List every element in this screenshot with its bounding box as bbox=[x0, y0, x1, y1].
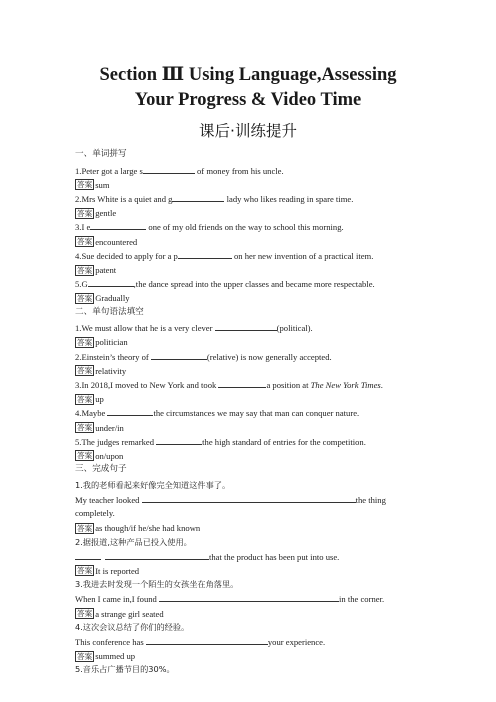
question-line bbox=[75, 378, 420, 390]
question-text: ,the dance spread into the upper classes and became more respectable. bbox=[133, 279, 375, 290]
answer-blank bbox=[146, 635, 268, 645]
answer-blank bbox=[172, 192, 224, 202]
answer-blank bbox=[105, 550, 209, 560]
answer-line bbox=[75, 607, 420, 619]
answer-tag: 答案 bbox=[77, 523, 93, 533]
answer-text: summed up bbox=[95, 651, 136, 662]
answer-blank bbox=[90, 220, 146, 230]
chinese-prompt: 4.这次会议总结了你们的经验。 bbox=[75, 621, 190, 632]
newspaper-title: The New York Times bbox=[310, 380, 381, 390]
page-title-line2: Your Progress & Video Time bbox=[134, 90, 362, 110]
answer-blank bbox=[151, 350, 207, 360]
answer-tag: 答案 bbox=[77, 366, 93, 376]
section-heading-spelling: 一、单词拼写 bbox=[75, 149, 127, 159]
section-heading-grammar: 二、单句语法填空 bbox=[75, 306, 144, 317]
answer-text: a strange girl seated bbox=[95, 608, 164, 619]
answer-blank bbox=[143, 164, 195, 174]
answer-text: under/in bbox=[95, 422, 124, 433]
question-line bbox=[75, 164, 420, 176]
answer-tag: 答案 bbox=[77, 237, 93, 247]
question-line bbox=[75, 277, 420, 289]
answer-blank bbox=[88, 277, 134, 287]
answer-line bbox=[75, 449, 420, 461]
answer-line bbox=[75, 421, 420, 433]
answer-blank bbox=[178, 249, 232, 259]
page-subtitle: 课后·训练提升 bbox=[199, 122, 297, 140]
question-text: 1.We must allow that he is a very clever bbox=[75, 323, 215, 334]
question-text: 2.Mrs White is a quiet and g bbox=[75, 194, 173, 205]
answer-tag: 答案 bbox=[77, 451, 93, 461]
answer-blank bbox=[215, 321, 277, 331]
question-line bbox=[75, 220, 420, 232]
answer-line bbox=[75, 649, 420, 661]
question-text: 5.The judges remarked bbox=[75, 436, 157, 447]
question-line bbox=[75, 592, 420, 604]
question-text: My teacher looked bbox=[75, 495, 142, 505]
question-text: that the product has been put into use. bbox=[209, 551, 340, 562]
question-line bbox=[75, 192, 420, 204]
chinese-prompt: 2.据报道,这种产品已投入使用。 bbox=[75, 536, 192, 547]
answer-tag: 答案 bbox=[77, 208, 93, 218]
page-title-line1: Section Ⅲ Using Language,Assessing bbox=[99, 65, 397, 85]
answer-line bbox=[75, 335, 420, 347]
question-text: (political). bbox=[276, 323, 313, 334]
question-text: on her new invention of a practical item. bbox=[231, 250, 374, 261]
chinese-prompt: 5.音乐占广播节目的30%。 bbox=[75, 664, 175, 675]
question-text: 3.In 2018,I moved to New York and took bbox=[75, 380, 219, 390]
question-text: 1.Peter got a large s bbox=[75, 165, 143, 176]
answer-line bbox=[75, 291, 420, 303]
answer-text: Gradually bbox=[95, 293, 130, 304]
question-line bbox=[75, 406, 420, 418]
question-text: the circumstances we may say that man can conquer nature. bbox=[153, 408, 360, 419]
answer-line bbox=[75, 235, 420, 247]
answer-tag: 答案 bbox=[77, 423, 93, 433]
answer-tag: 答案 bbox=[77, 566, 93, 576]
answer-text: gentle bbox=[95, 208, 117, 219]
answer-line bbox=[75, 178, 420, 190]
answer-blank bbox=[156, 435, 202, 445]
answer-blank bbox=[142, 493, 356, 503]
question-text: (relative) is now generally accepted. bbox=[206, 351, 332, 362]
question-text: lady who likes reading in spare time. bbox=[224, 194, 354, 205]
question-line bbox=[75, 550, 420, 562]
answer-tag: 答案 bbox=[77, 265, 93, 275]
question-text: When I came in,I found bbox=[75, 594, 159, 605]
chinese-prompt: 1.我的老师看起来好像完全知道这件事了。 bbox=[75, 479, 231, 490]
answer-line bbox=[75, 364, 420, 376]
answer-tag: 答案 bbox=[77, 293, 93, 303]
question-line bbox=[75, 321, 420, 333]
question-line bbox=[75, 350, 420, 362]
answer-text: encountered bbox=[95, 236, 138, 247]
answer-tag: 答案 bbox=[77, 651, 93, 661]
question-line-cont: completely. bbox=[75, 508, 115, 519]
question-text: your experience. bbox=[267, 636, 326, 647]
question-text: the thing bbox=[355, 495, 386, 505]
answer-line bbox=[75, 206, 420, 218]
section-heading-sentences: 三、完成句子 bbox=[75, 464, 127, 475]
question-line bbox=[75, 635, 420, 647]
answer-text: as though/if he/she had known bbox=[95, 523, 201, 534]
chinese-prompt: 3.我进去时发现一个陌生的女孩坐在角落里。 bbox=[75, 579, 239, 590]
answer-tag: 答案 bbox=[77, 394, 93, 404]
question-text: This conference has bbox=[75, 636, 146, 647]
answer-tag: 答案 bbox=[77, 180, 93, 190]
question-text: a position at bbox=[266, 380, 311, 390]
question-text: 3.I e bbox=[75, 222, 91, 233]
question-text: the high standard of entries for the competition. bbox=[202, 436, 366, 447]
answer-line bbox=[75, 564, 420, 576]
question-line bbox=[75, 493, 420, 505]
answer-text: relativity bbox=[95, 365, 127, 376]
question-text: of money from his uncle. bbox=[194, 165, 284, 176]
answer-text: patent bbox=[95, 265, 117, 276]
answer-blank bbox=[75, 550, 101, 560]
answer-line bbox=[75, 392, 420, 404]
question-text: 5.G bbox=[75, 279, 88, 290]
question-text: . bbox=[380, 380, 383, 390]
answer-tag: 答案 bbox=[77, 609, 93, 619]
answer-line bbox=[75, 521, 420, 533]
question-text: in the corner. bbox=[339, 594, 385, 605]
question-text: 4.Sue decided to apply for a p bbox=[75, 250, 178, 261]
question-text: 2.Einstein’s theory of bbox=[75, 351, 151, 362]
exercise-content bbox=[75, 148, 420, 677]
question-text: one of my old friends on the way to school this morning. bbox=[146, 222, 344, 233]
answer-blank bbox=[218, 378, 266, 388]
answer-text: up bbox=[95, 394, 104, 405]
answer-text: sum bbox=[95, 179, 110, 190]
answer-text: politician bbox=[95, 337, 128, 348]
answer-text: It is reported bbox=[95, 565, 140, 576]
answer-tag: 答案 bbox=[77, 337, 93, 347]
question-line bbox=[75, 435, 420, 447]
answer-blank bbox=[159, 592, 339, 602]
answer-blank bbox=[107, 406, 153, 416]
question-line bbox=[75, 249, 420, 261]
answer-text: on/upon bbox=[95, 450, 124, 461]
question-text: 4.Maybe bbox=[75, 408, 108, 419]
answer-line bbox=[75, 263, 420, 275]
